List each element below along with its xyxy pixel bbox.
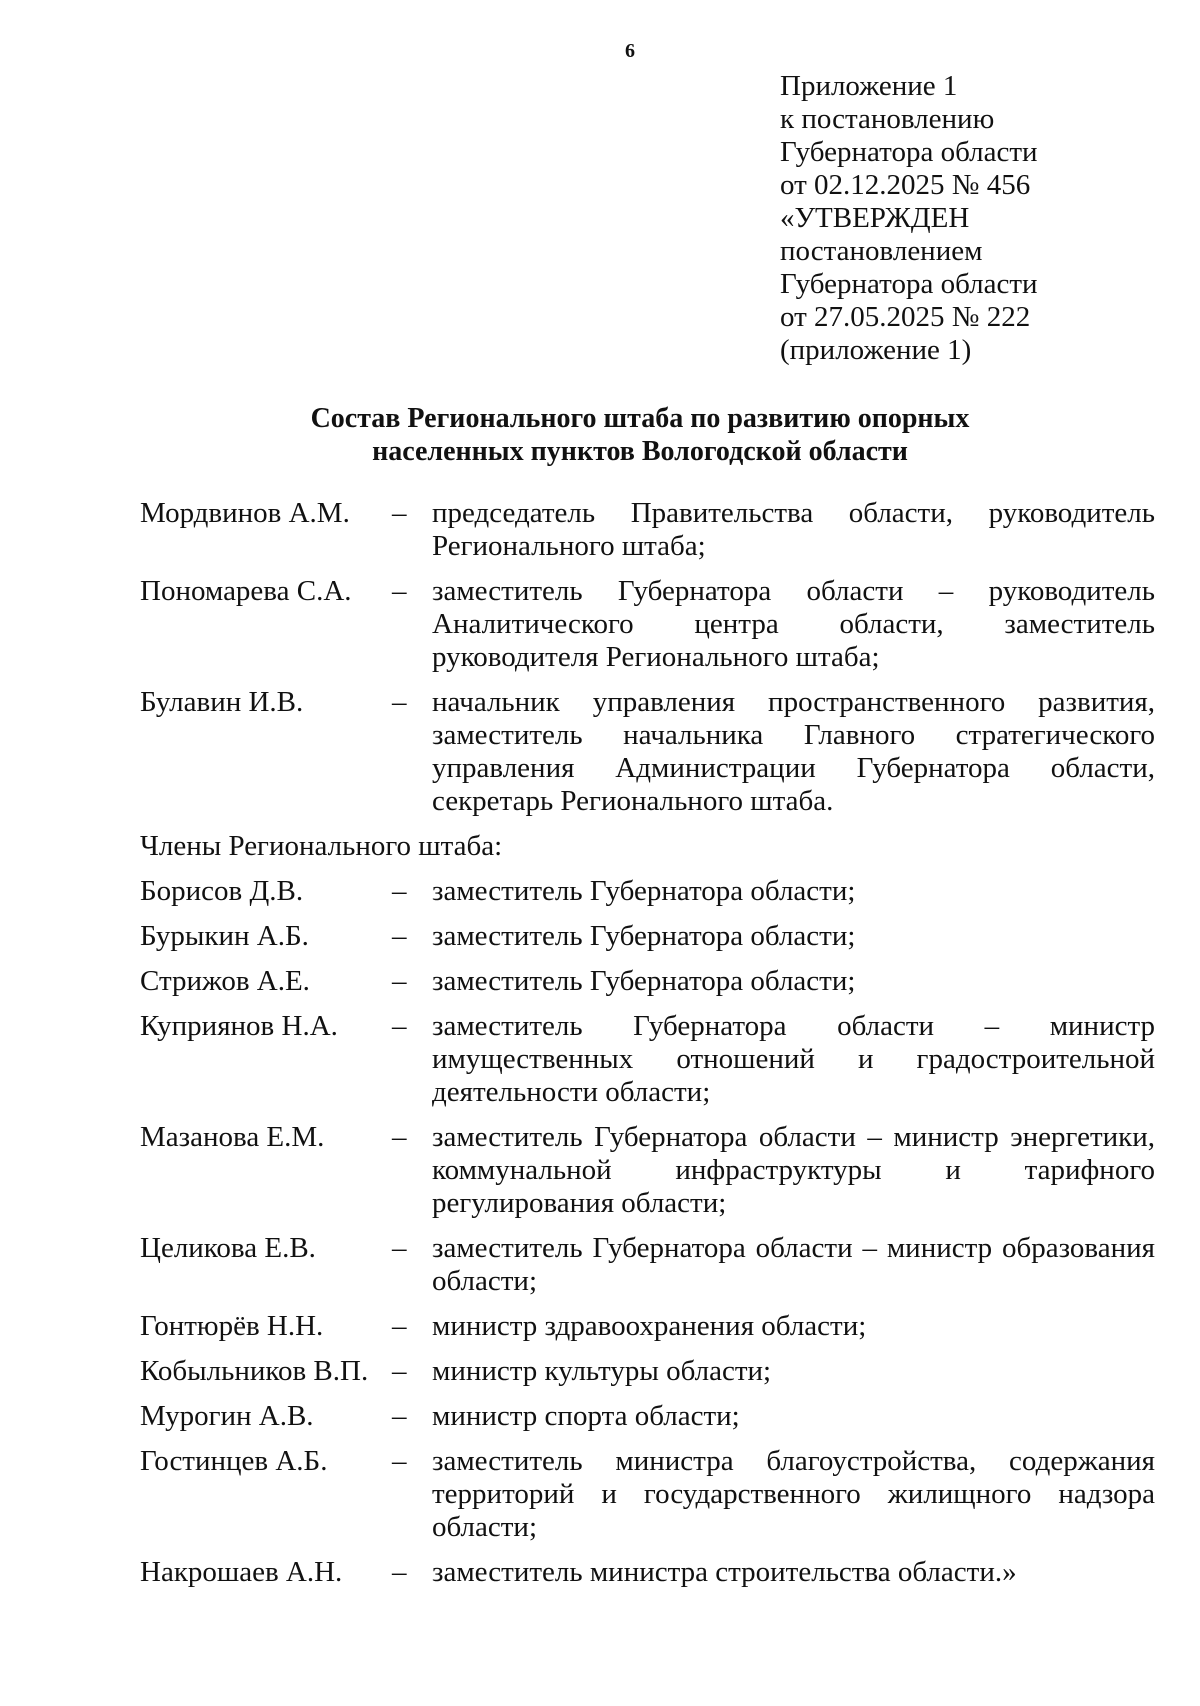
dash-separator: – bbox=[392, 875, 407, 907]
person-role: заместитель министра строительства области.» bbox=[432, 1556, 1017, 1588]
person-role: министр культуры области; bbox=[432, 1355, 772, 1387]
appendix-line: от 02.12.2025 № 456 bbox=[780, 169, 1031, 201]
dash-separator: – bbox=[392, 1310, 407, 1342]
person-role: заместитель Губернатора области; bbox=[432, 920, 856, 952]
member-row bbox=[140, 1556, 1155, 1589]
person-name: Стрижов А.Е. bbox=[140, 965, 310, 997]
person-role: заместитель министра благоустройства, содержания территорий и государственного жилищного надзора области; bbox=[432, 1445, 1155, 1543]
dash-separator: – bbox=[392, 920, 407, 952]
appendix-line: «УТВЕРЖДЕН bbox=[780, 202, 970, 234]
appendix-line: к постановлению bbox=[780, 103, 995, 135]
leader-row bbox=[140, 575, 1155, 674]
leader-row bbox=[140, 497, 1155, 563]
member-row bbox=[140, 875, 1155, 908]
appendix-line: от 27.05.2025 № 222 bbox=[780, 301, 1031, 333]
page-number: 6 bbox=[625, 40, 635, 62]
person-name: Мурогин А.В. bbox=[140, 1400, 314, 1432]
dash-separator: – bbox=[392, 1400, 407, 1432]
person-role: начальник управления пространственного развития, заместитель начальника Главного стратегического управления Администрации Губернатора области, секретарь Регионального штаба. bbox=[432, 686, 1155, 817]
person-role: председатель Правительства области, руководитель Регионального штаба; bbox=[432, 497, 1155, 562]
dash-separator: – bbox=[392, 1355, 407, 1387]
person-name: Гонтюрёв Н.Н. bbox=[140, 1310, 324, 1342]
dash-separator: – bbox=[392, 965, 407, 997]
dash-separator: – bbox=[392, 1445, 407, 1477]
person-name: Пономарева С.А. bbox=[140, 575, 352, 607]
members-heading: Члены Регионального штаба: bbox=[140, 830, 503, 862]
member-row bbox=[140, 1010, 1155, 1109]
dash-separator: – bbox=[392, 575, 407, 607]
person-role: заместитель Губернатора области – министр имущественных отношений и градостроительной деятельности области; bbox=[432, 1010, 1155, 1108]
member-row bbox=[140, 1232, 1155, 1298]
dash-separator: – bbox=[392, 686, 407, 718]
appendix-header bbox=[780, 70, 1038, 367]
appendix-line: постановлением bbox=[780, 235, 983, 267]
member-row bbox=[140, 920, 1155, 953]
person-name: Булавин И.В. bbox=[140, 686, 304, 718]
person-name: Кобыльников В.П. bbox=[140, 1355, 369, 1387]
appendix-line: Губернатора области bbox=[780, 268, 1038, 300]
member-row bbox=[140, 1121, 1155, 1220]
member-row bbox=[140, 1400, 1155, 1433]
person-role: заместитель Губернатора области; bbox=[432, 965, 856, 997]
person-role: министр здравоохранения области; bbox=[432, 1310, 867, 1342]
person-name: Гостинцев А.Б. bbox=[140, 1445, 328, 1477]
member-row bbox=[140, 1445, 1155, 1544]
person-name: Мазанова Е.М. bbox=[140, 1121, 325, 1153]
dash-separator: – bbox=[392, 1556, 407, 1588]
title-line: Состав Регионального штаба по развитию опорных bbox=[310, 403, 970, 434]
person-name: Бурыкин А.Б. bbox=[140, 920, 309, 952]
person-name: Борисов Д.В. bbox=[140, 875, 304, 907]
person-role: заместитель Губернатора области – руководитель Аналитического центра области, заместитель руководителя Регионального штаба; bbox=[432, 575, 1155, 673]
member-row bbox=[140, 1355, 1155, 1388]
dash-separator: – bbox=[392, 497, 407, 529]
appendix-line: Приложение 1 bbox=[780, 70, 958, 102]
member-row bbox=[140, 1310, 1155, 1343]
person-name: Накрошаев А.Н. bbox=[140, 1556, 343, 1588]
title-line: населенных пунктов Вологодской области bbox=[372, 436, 908, 467]
dash-separator: – bbox=[392, 1010, 407, 1042]
appendix-line: Губернатора области bbox=[780, 136, 1038, 168]
member-row bbox=[140, 965, 1155, 998]
person-name: Целикова Е.В. bbox=[140, 1232, 316, 1264]
staff-roster bbox=[140, 497, 1155, 1601]
person-role: заместитель Губернатора области – министр энергетики, коммунальной инфраструктуры и тарифного регулирования области; bbox=[432, 1121, 1155, 1219]
appendix-line: (приложение 1) bbox=[780, 334, 972, 366]
leader-row bbox=[140, 686, 1155, 818]
person-name: Мордвинов А.М. bbox=[140, 497, 350, 529]
person-role: заместитель Губернатора области; bbox=[432, 875, 856, 907]
person-role: заместитель Губернатора области – министр образования области; bbox=[432, 1232, 1155, 1297]
person-role: министр спорта области; bbox=[432, 1400, 740, 1432]
dash-separator: – bbox=[392, 1121, 407, 1153]
dash-separator: – bbox=[392, 1232, 407, 1264]
person-name: Куприянов Н.А. bbox=[140, 1010, 338, 1042]
document-title bbox=[0, 402, 1200, 468]
